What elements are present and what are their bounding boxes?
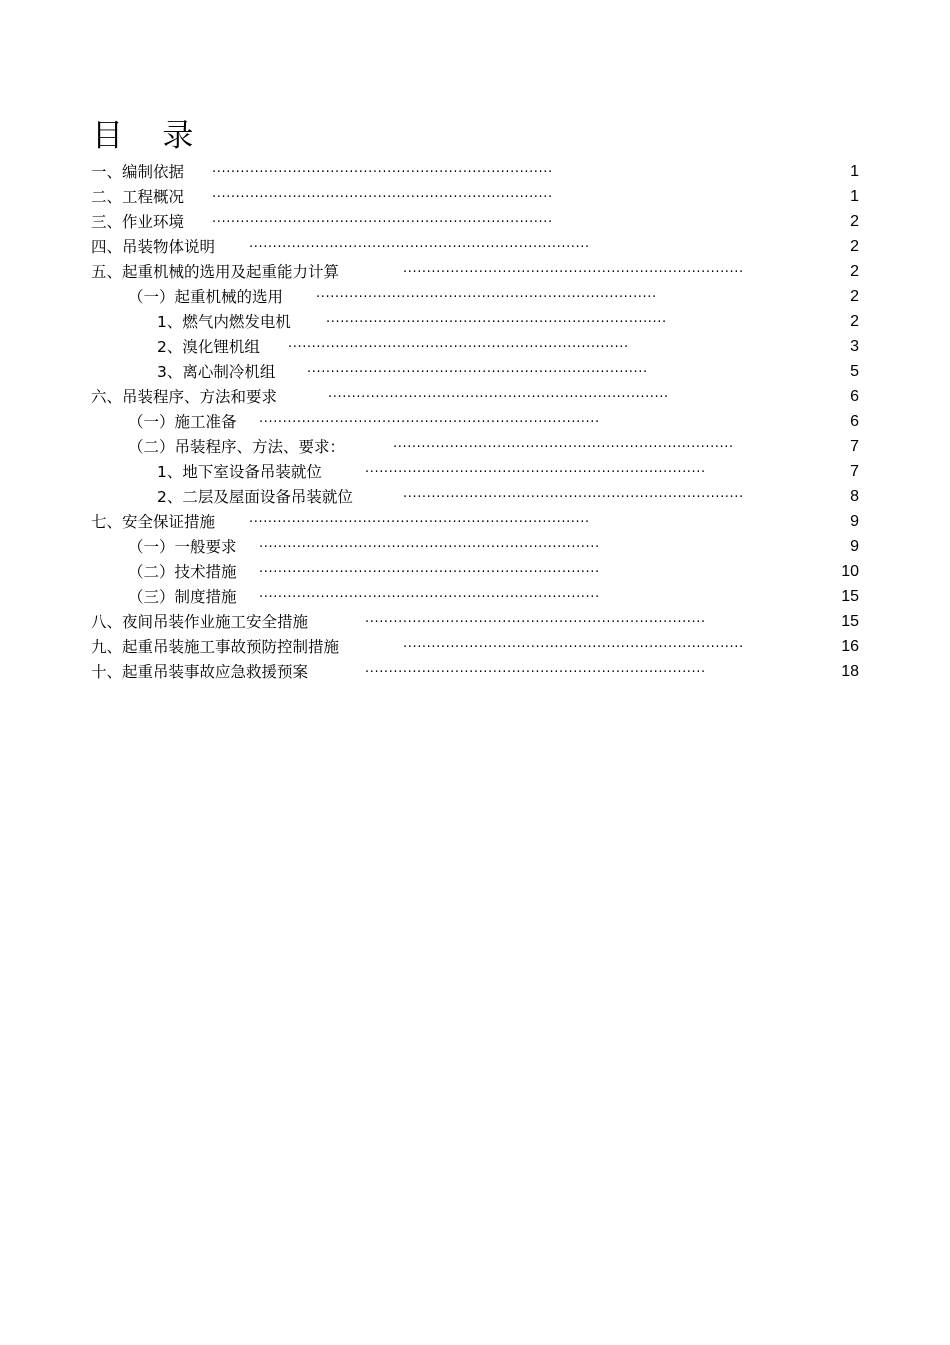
toc-leader: ........................................................................ [259,536,600,551]
toc-entry[interactable] [0,235,950,259]
toc-entry[interactable] [0,310,950,334]
toc-leader: ........................................................................ [212,186,553,201]
toc-entry-label: 九、起重吊装施工事故预防控制措施 [91,638,340,656]
toc-entry-page: 6 [850,388,859,405]
toc-leader: ........................................................................ [393,436,734,451]
toc-entry-page: 8 [850,488,859,505]
toc-entry[interactable] [0,660,950,684]
toc-leader: ........................................................................ [403,636,744,651]
toc-entry-label: 八、夜间吊装作业施工安全措施 [91,613,309,631]
toc-entry[interactable] [0,435,950,459]
toc-entry-label: （一）起重机械的选用 [128,288,284,306]
toc-entry-label: 一、编制依据 [91,163,185,181]
toc-entry-page: 10 [841,563,859,580]
toc-entry-page: 2 [850,313,859,330]
toc-entry-page: 18 [841,663,859,680]
toc-entry-page: 9 [850,513,859,530]
toc-entry-page: 7 [850,463,859,480]
toc-leader: ........................................................................ [365,461,706,476]
toc-entry-page: 7 [850,438,859,455]
toc-entry-page: 16 [841,638,859,655]
toc-entry-label: 四、吊装物体说明 [91,238,216,256]
toc-entry-page: 15 [841,613,859,630]
toc-entry[interactable] [0,260,950,284]
toc-entry-label: （一）一般要求 [128,538,237,556]
toc-entry-page: 5 [850,363,859,380]
toc-leader: ........................................................................ [212,211,553,226]
toc-entry-label: （二）吊装程序、方法、要求： [128,438,346,456]
toc-entry[interactable] [0,585,950,609]
toc-entry-page: 1 [850,188,859,205]
toc-entry-label: 六、吊装程序、方法和要求 [91,388,278,406]
toc-entry-label: 十、起重吊装事故应急救援预案 [91,663,309,681]
toc-entry-label: 三、作业环境 [91,213,185,231]
toc-entry[interactable] [0,210,950,234]
toc-entry[interactable] [0,460,950,484]
toc-entry-label: （三）制度措施 [128,588,237,606]
toc-entry-page: 9 [850,538,859,555]
toc-leader: ........................................................................ [316,286,657,301]
toc-entry-label: （二）技术措施 [128,563,237,581]
toc-entry[interactable] [0,510,950,534]
toc-leader: ........................................................................ [326,311,667,326]
toc-entry[interactable] [0,560,950,584]
toc-entry-page: 1 [850,163,859,180]
toc-entry-label: 2、溴化锂机组 [157,338,260,356]
toc-leader: ........................................................................ [212,161,553,176]
toc-entry[interactable] [0,335,950,359]
toc-entry-page: 3 [850,338,859,355]
toc-entry[interactable] [0,485,950,509]
toc-entry-label: 1、地下室设备吊装就位 [157,463,322,481]
toc-entry-page: 2 [850,238,859,255]
toc-entry-page: 2 [850,263,859,280]
toc-entry-page: 2 [850,213,859,230]
toc-leader: ........................................................................ [403,486,744,501]
toc-leader: ........................................................................ [403,261,744,276]
toc-leader: ........................................................................ [259,561,600,576]
toc-entry-page: 15 [841,588,859,605]
toc-leader: ........................................................................ [365,611,706,626]
toc-entry-label: 二、工程概况 [91,188,185,206]
toc-leader: ........................................................................ [328,386,669,401]
toc-entry-page: 2 [850,288,859,305]
toc-entry-label: 3、离心制冷机组 [157,363,276,381]
toc-entry[interactable] [0,185,950,209]
toc-leader: ........................................................................ [288,336,629,351]
toc-entry[interactable] [0,160,950,184]
toc-entry[interactable] [0,535,950,559]
toc-entry-label: 2、二层及屋面设备吊装就位 [157,488,353,506]
toc-leader: ........................................................................ [249,511,590,526]
toc-entry-label: 七、安全保证措施 [91,513,216,531]
toc-title: 目 录 [92,118,194,154]
toc-entry[interactable] [0,635,950,659]
toc-entry[interactable] [0,360,950,384]
toc-entry-label: 1、燃气内燃发电机 [157,313,291,331]
toc-leader: ........................................................................ [259,586,600,601]
toc-entry[interactable] [0,610,950,634]
toc-entry[interactable] [0,285,950,309]
toc-leader: ........................................................................ [307,361,648,376]
toc-entry-page: 6 [850,413,859,430]
toc-entry[interactable] [0,410,950,434]
toc-leader: ........................................................................ [259,411,600,426]
toc-entry-label: 五、起重机械的选用及起重能力计算 [91,263,340,281]
toc-entry-label: （一）施工准备 [128,413,237,431]
toc-leader: ........................................................................ [249,236,590,251]
toc-entry[interactable] [0,385,950,409]
toc-leader: ........................................................................ [365,661,706,676]
